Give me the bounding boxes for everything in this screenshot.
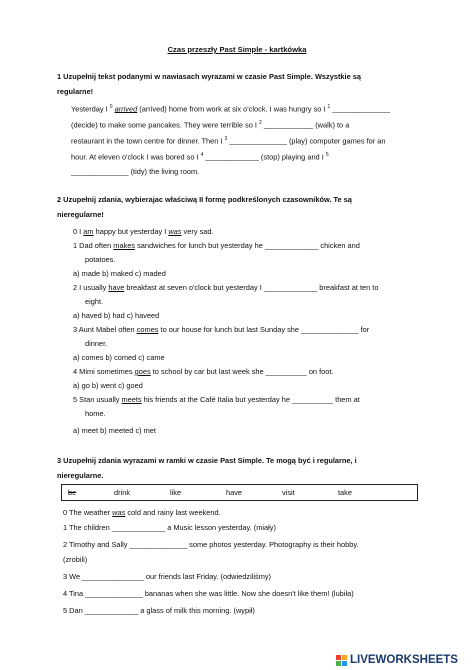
word-box-item: take [338, 488, 352, 497]
word-box-item: drink [114, 488, 131, 497]
section-1-heading: 1 Uzupełnij tekst podanymi w nawiasach wyrazami w czasie Past Simple. Wszystkie są regularne! [57, 72, 361, 96]
gap-4[interactable]: _____________ (stop) playing and I [203, 152, 326, 162]
question-2-1-cont: potatoes. [85, 255, 116, 264]
liveworksheets-logo [336, 654, 458, 666]
section-2-heading: 2 Uzupełnij zdania, wybierajac właściwą II formę podkreślonych czasowników. Te są nieregularne! [57, 195, 352, 219]
word-box-item: be [68, 488, 77, 497]
question-3-1[interactable]: 1 The children _____________ a Music lesson yesterday. (miały) [63, 523, 276, 532]
question-2-1[interactable]: 1 Dad often makes sandwiches for lunch but yesterday he _____________ chicken and [73, 241, 360, 250]
question-3-4[interactable]: 4 Tina ______________ bananas when she was little. Now she doesn't like them! (lubiła) [63, 589, 354, 598]
worksheet-title: Czas przeszły Past Simple - kartkówka [167, 45, 307, 54]
options-2-2[interactable]: a) haved b) had c) haveed [73, 311, 160, 320]
section-3-heading: 3 Uzupełnij zdania wyrazami w ramki w czasie Past Simple. Te mogą być i regularne, i nieregularne. [57, 456, 357, 480]
brand-text: LIVEWORKSHEETS [350, 654, 458, 666]
word-box-item: have [226, 488, 243, 497]
section-1-line-3: restaurant in the town centre for dinner. Then I $^3$ ______________ (play) computer games for an [71, 136, 386, 146]
question-2-4[interactable]: 4 Mimi sometimes goes to school by car but last week she __________ on foot. [73, 367, 334, 376]
question-3-5[interactable]: 5 Dan _____________ a glass of milk this morning. (wypił) [63, 606, 255, 615]
section-2-example: 0 I am happy but yesterday I was very sad. [73, 227, 214, 236]
section-1-line-1: Yesterday I $^0$ arrived (arrived) home from work at six o'clock. I was hungry so I $^1$ ______________ [71, 104, 390, 114]
question-2-3-cont: dinner. [85, 339, 108, 348]
gap-2[interactable]: ____________ (walk) to a [261, 120, 350, 130]
question-2-2-cont: eight. [85, 297, 104, 306]
gap-1[interactable]: ______________ [330, 104, 390, 114]
question-3-3[interactable]: 3 We _______________ our friends last Friday. (odwiedziliśmy) [63, 572, 272, 581]
section-3-example: 0 The weather was cold and rainy last weekend. [63, 508, 221, 517]
word-box [61, 484, 418, 501]
options-2-4[interactable]: a) go b) went c) goed [73, 381, 143, 390]
question-2-2[interactable]: 2 I usually have breakfast at seven o'clock but yesterday I _____________ breakfast at ten to [73, 283, 379, 292]
question-2-3[interactable]: 3 Aunt Mabel often comes to our house for lunch but last Sunday she ______________ for [73, 325, 370, 334]
question-2-5[interactable]: 5 Stan usually meets his friends at the Café Italia but yesterday he __________ them at [73, 395, 360, 404]
section-1-line-2: (decide) to make some pancakes. They were terrible so I $^2$ ____________ (walk) to a [71, 120, 350, 130]
options-2-1[interactable]: a) made b) maked c) maded [73, 269, 166, 278]
question-3-2-cont: (zrobili) [63, 555, 88, 564]
question-3-2[interactable]: 2 Timothy and Sally ______________ some photos yesterday. Photography is their hobby. [63, 540, 359, 549]
section-1-line-5[interactable]: ______________ (tidy) the living room. [71, 167, 200, 176]
example-answer: arrived [114, 104, 138, 114]
options-2-3[interactable]: a) comes b) comed c) came [73, 353, 165, 362]
gap-3[interactable]: ______________ (play) computer games for an [227, 136, 386, 146]
options-2-5[interactable]: a) meet b) meeted c) met [73, 426, 156, 435]
section-1-line-4: hour. At eleven o'clock I was bored so I $^4$ _____________ (stop) playing and I $^5$ [71, 152, 329, 162]
word-box-item: like [170, 488, 182, 497]
word-box-item: visit [282, 488, 295, 497]
liveworksheets-logo-icon [336, 655, 347, 666]
question-2-5-cont: home. [85, 409, 106, 418]
